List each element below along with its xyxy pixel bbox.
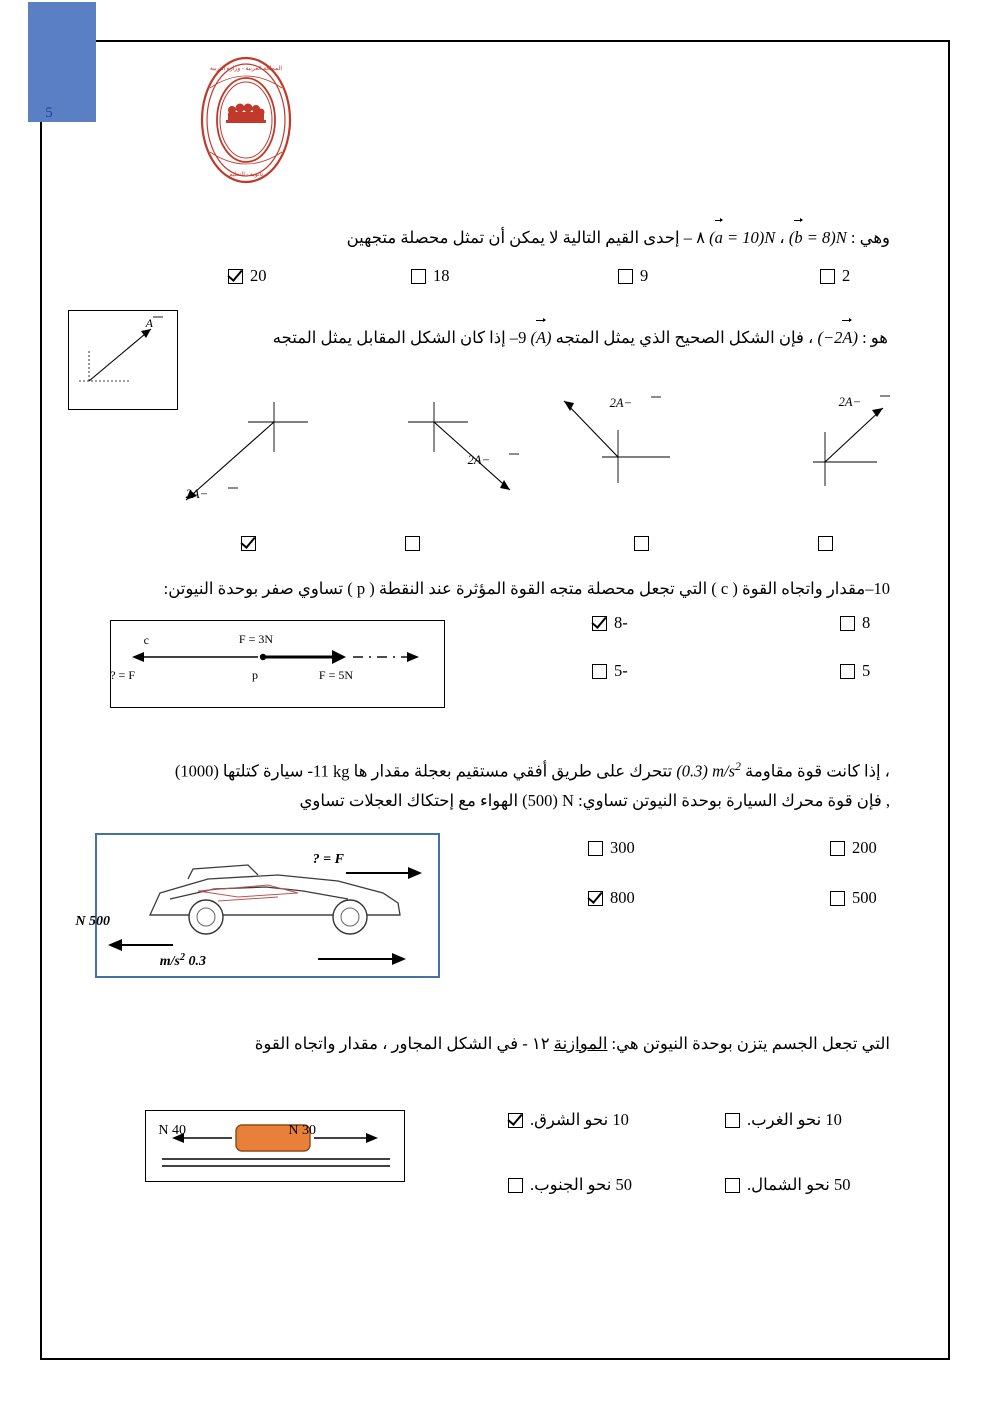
q10-option-2-label: -8 [614, 613, 628, 632]
svg-text:A: A [145, 316, 153, 330]
svg-text:500 N: 500 N [75, 914, 110, 929]
school-seal-icon [196, 48, 296, 188]
q9-choice-figure-1 [785, 390, 915, 500]
q8-option-2-checkbox[interactable] [618, 269, 633, 284]
q11-text-a2: الهواء مع إحتكاك العجلات تساوي [299, 791, 519, 810]
page-side-tab [28, 2, 96, 122]
svg-text:المملكة العربية - وزارة التربي: المملكة العربية - وزارة التربية [209, 66, 283, 72]
q11-option-3-checkbox[interactable] [830, 891, 845, 906]
q9-prefix: 9– إذا كان الشكل المقابل يمثل المتجه [272, 328, 527, 347]
q11-option-4-checkbox[interactable] [588, 891, 603, 906]
q9-option-1[interactable] [818, 536, 833, 551]
q10-option-3-checkbox[interactable] [840, 664, 855, 679]
svg-text:−2A: −2A [838, 395, 861, 409]
svg-text:−2A: −2A [185, 487, 208, 501]
question-12 [190, 1028, 890, 1059]
q11-option-2-label: 300 [610, 838, 635, 857]
q8-prefix: ٨ – إحدى القيم التالية لا يمكن أن تمثل محصلة متجهين [346, 228, 705, 247]
q8-option-1-checkbox[interactable] [820, 269, 835, 284]
q12-underlined-word: الموازنة [553, 1034, 608, 1053]
svg-text:30 N: 30 N [288, 1123, 316, 1138]
question-10: 10–مقدار واتجاه القوة ( c ) التي تجعل محصلة متجه القوة المؤثرة عند النقطة ( p ) تساوي صفر بوحدة النيوتن: [163, 579, 890, 598]
q8-option-3[interactable] [411, 266, 450, 286]
q11-option-3[interactable] [830, 888, 877, 908]
q11-accel-unit: (0.3) $m/s^2$ [676, 759, 741, 781]
q8-vector-b: (b = 8)N [789, 222, 847, 253]
q12-option-3-label: 50 نحو الشمال. [747, 1175, 851, 1194]
q9-option-2-checkbox[interactable] [634, 536, 649, 551]
svg-text:40 N: 40 N [158, 1123, 186, 1138]
q12-option-2-checkbox[interactable] [508, 1113, 523, 1128]
q10-option-3-label: 5 [862, 661, 871, 680]
svg-text:c: c [143, 633, 149, 647]
svg-text:F = ?: F = ? [312, 852, 344, 867]
q10-option-1[interactable] [840, 613, 870, 633]
q8-option-3-checkbox[interactable] [411, 269, 426, 284]
q8-option-1-label: 2 [842, 266, 851, 285]
q11-option-4[interactable] [588, 888, 635, 908]
q9-choice-figure-2 [560, 385, 710, 495]
q12-option-2-label: 10 نحو الشرق. [530, 1110, 629, 1129]
q11-text-b: تتحرك على طريق أفقي مستقيم بعجلة مقدار ها [353, 761, 673, 781]
q11-mass-unit: kg [333, 761, 350, 781]
q11-option-1-checkbox[interactable] [830, 841, 845, 856]
svg-text:F = ?: F = ? [110, 668, 135, 682]
q9-option-4[interactable] [241, 536, 256, 551]
q9-mid: ، فإن الشكل الصحيح الذي يمثل المتجه [555, 328, 814, 347]
q9-reference-figure [68, 310, 178, 410]
q11-text-a: 11- سيارة كتلتها (1000) [174, 761, 329, 781]
q8-separator: ، [779, 228, 785, 247]
q9-option-4-checkbox[interactable] [241, 536, 256, 551]
svg-text:F = 3N: F = 3N [238, 632, 273, 646]
svg-text:p: p [252, 668, 258, 682]
q9-vector-2a: (−2A) [817, 322, 857, 353]
question-8 [130, 222, 890, 253]
q12-option-1-label: 10 نحو الغرب. [747, 1110, 842, 1129]
question-11-line2 [80, 785, 890, 816]
q9-option-2[interactable] [634, 536, 649, 551]
q9-option-3-checkbox[interactable] [405, 536, 420, 551]
q10-option-1-label: 8 [862, 613, 871, 632]
q9-vector-a: (A) [530, 322, 551, 353]
q9-choice-figure-4 [170, 400, 340, 510]
q8-vector-a: (a = 10)N [709, 222, 775, 253]
svg-text:ثانوية - التعليم: ثانوية - التعليم [228, 172, 264, 178]
q12-option-4-checkbox[interactable] [508, 1178, 523, 1193]
q9-option-1-checkbox[interactable] [818, 536, 833, 551]
q11-text-b2: , فإن قوة محرك السيارة بوحدة النيوتن تساوي: [578, 791, 890, 810]
svg-text:F = 5N: F = 5N [318, 668, 353, 682]
q12-option-1-checkbox[interactable] [725, 1113, 740, 1128]
q8-suffix: وهي : [850, 228, 890, 247]
q12-option-4-label: 50 نحو الجنوب. [530, 1175, 632, 1194]
svg-text:−2A: −2A [609, 396, 632, 410]
q8-option-4-label: 20 [250, 266, 267, 285]
q12-option-4[interactable] [508, 1175, 632, 1195]
q11-option-2-checkbox[interactable] [588, 841, 603, 856]
q9-choice-figure-3 [390, 400, 550, 510]
question-11-line1 [80, 755, 890, 787]
q11-option-1-label: 200 [852, 838, 877, 857]
q8-option-4[interactable] [228, 266, 267, 286]
q10-option-4[interactable] [592, 661, 628, 681]
q8-option-2-label: 9 [640, 266, 649, 285]
q11-option-2[interactable] [588, 838, 635, 858]
svg-text:0.3 m/s2: 0.3 $m/s^2$ [159, 952, 206, 969]
q12-option-1[interactable] [725, 1110, 842, 1130]
q11-option-3-label: 500 [852, 888, 877, 907]
q12-option-2[interactable] [508, 1110, 629, 1130]
q8-option-4-checkbox[interactable] [228, 269, 243, 284]
question-9 [198, 322, 888, 353]
q11-resist-unit: (500) N [522, 791, 574, 810]
q11-option-1[interactable] [830, 838, 877, 858]
q10-option-2[interactable] [592, 613, 628, 633]
q10-option-2-checkbox[interactable] [592, 616, 607, 631]
q12-text-b: التي تجعل الجسم يتزن بوحدة النيوتن هي: [611, 1034, 890, 1053]
page-number: 5 [45, 105, 53, 121]
q11-option-4-label: 800 [610, 888, 635, 907]
q10-option-1-checkbox[interactable] [840, 616, 855, 631]
q11-text-c: ، إذا كانت قوة مقاومة [745, 761, 890, 781]
q12-option-3-checkbox[interactable] [725, 1178, 740, 1193]
q10-option-3[interactable] [840, 661, 870, 681]
q9-option-3[interactable] [405, 536, 420, 551]
svg-text:−2A: −2A [467, 453, 490, 467]
q12-option-3[interactable] [725, 1175, 851, 1195]
q9-suffix: هو : [862, 328, 888, 347]
q10-option-4-checkbox[interactable] [592, 664, 607, 679]
q8-option-2[interactable] [618, 266, 648, 286]
q10-option-4-label: -5 [614, 661, 628, 680]
q8-option-1[interactable] [820, 266, 850, 286]
q12-figure [145, 1110, 405, 1182]
q8-option-3-label: 18 [433, 266, 450, 285]
q12-text-a: ١٢ - في الشكل المجاور ، مقدار واتجاه القوة [254, 1034, 550, 1053]
q10-figure [110, 620, 445, 708]
q11-figure [75, 833, 440, 978]
